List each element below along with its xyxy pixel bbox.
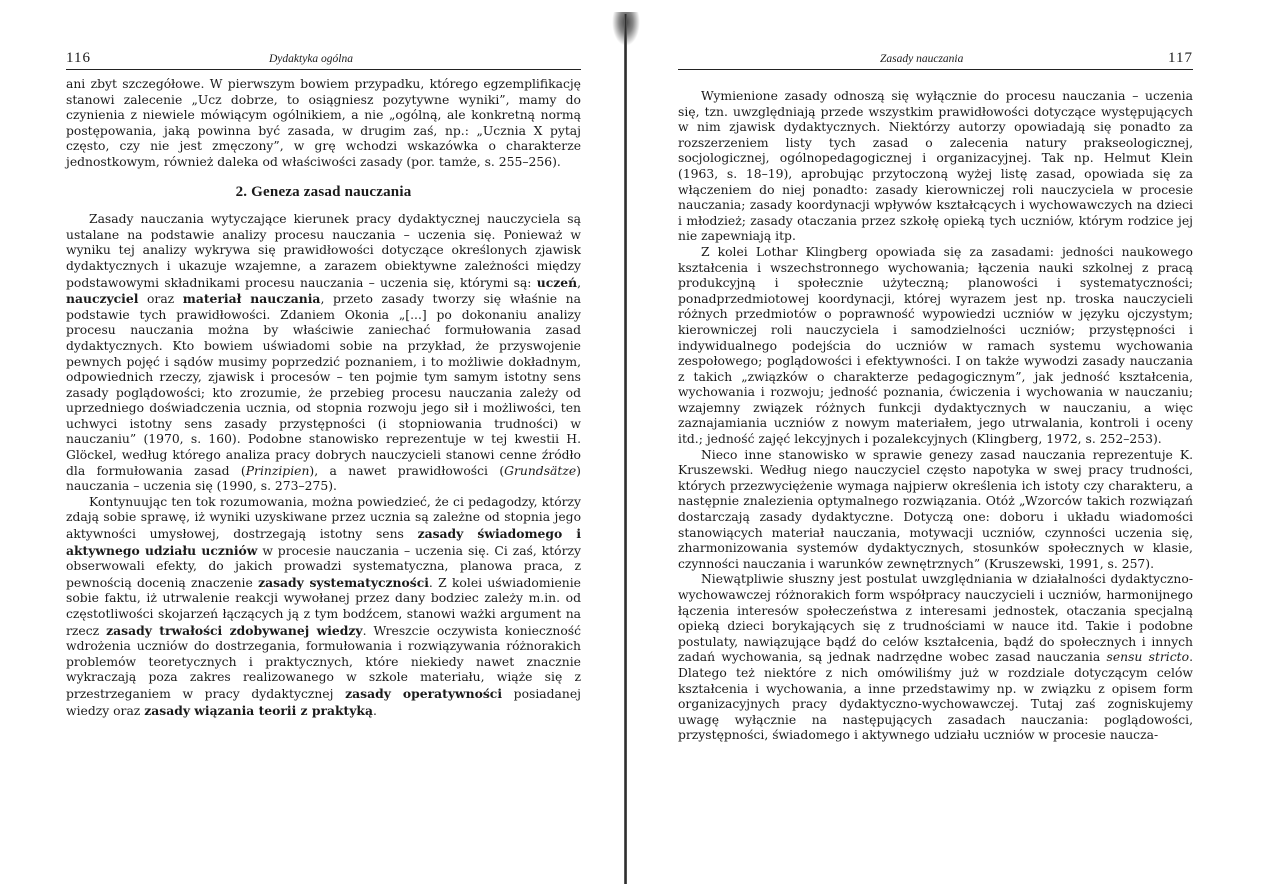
paragraph-kruszewski: Nieco inne stanowisko w sprawie genezy zasad nauczania reprezentuje K. Kruszewski. Według niego nauczyciel często napotyka w swej pracy trudności, których przezwyciężenie wymaga najpierw określenia ich istoty czy charakteru, a następnie znalezienia optymalnego rozwiązania. Otóż „Wzorców takich rozwiązań dostarczają zasady dydaktyczne. Dotyczą one: doboru i układu wiadomości stanowiących materiał nauczania, motywacji uczniów, czynności uczenia się, zharmonizowania systemów dydaktycznych, stosunków społecznych w klasie, czynności nauczania i warunków zewnętrznych” (Kruszewski, 1991, s. 257).: [678, 447, 1193, 571]
running-head-left: Dydaktyka ogólna: [269, 53, 353, 65]
paragraph-klingberg: Z kolei Lothar Klingberg opowiada się za zasadami: jedności naukowego kształcenia i wszechstronnego wychowania; łączenia nauki szkolnej z pracą produkcyjną i społecznie użyteczną; planowości i systematyczności; ponadprzedmiotowej koordynacji, której wyrazem jest np. troska nauczycieli różnych przedmiotów o poprawność wypowiedzi uczniów w języku ojczystym; kierowniczej roli nauczyciela i samodzielności uczniów; przystępności i indywidualnego podejścia do uczniów w ramach systemu wychowania zespołowego; poglądowości i efektywności. I on także wywodzi zasady nauczania z takich „związków o charakterze pedagogicznym”, jak jedność kształcenia, wychowania i rozwoju; jedność poznania, ćwiczenia i wychowania w nauczaniu; wzajemny związek różnych funkcji dydaktycznych w nauczaniu, a więc zaznajamiania uczniów z nowym materiałem, jego utrwalania, kontroli i oceny itd.; jedność zajęć lekcyjnych i pozalekcyjnych (Klingberg, 1972, s. 252–253).: [678, 244, 1193, 447]
intro-paragraph: ani zbyt szczegółowe. W pierwszym bowiem przypadku, którego egzemplifikację stanowi zalecenie „Ucz dobrze, to osiągniesz pozytywne wyniki”, mamy do czynienia z niewiele mówiącym ogólnikiem, a nie „ogólną, ale konkretną normą postępowania, jaką powinna być zasada, w drugim zaś, np.: „Ucznia X pytaj często, czy nie jest zmęczony”, w grę wchodzi wskazówka o charakterze jednostkowym, również daleka od właściwości zasady (por. tamże, s. 255–256).: [66, 77, 581, 169]
right-page: [633, 0, 1262, 894]
paragraph-klein: Wymienione zasady odnoszą się wyłącznie do procesu nauczania – uczenia się, tzn. uwzględniają przede wszystkim prawidłowości dotyczące występujących w nim zjawisk dydaktycznych. Niektórzy autorzy opowiadają się ponadto za rozszerzeniem listy tych zasad o zalecenia natury prakseologicznej, socjologicznej, ogólnopedagogicznej i organizacyjnej. Tak np. Helmut Klein (1963, s. 18–19), aprobując przytoczoną wyżej listę zasad, opowiada się za włączeniem do niej ponadto: zasady kierowniczej roli nauczyciela w procesie nauczania; zasady koordynacji wpływów kształcących i wychowawczych na dzieci i młodzież; zasady otaczania przez szkołę opieką tych uczniów, którym rodzice jej nie zapewniają itp.: [678, 89, 1193, 244]
page-number-left: 116: [66, 50, 91, 66]
paragraph-postulates: Niewątpliwie słuszny jest postulat uwzględniania w działalności dydaktyczno-wychowawczej różnorakich form współpracy nauczycieli i uczniów, harmonijnego łączenia interesów społeczeństwa z interesami jednostek, otaczania specjalną opieką dzieci borykających się z trudnościami w nauce itd. Takie i podobne postulaty, nawiązujące bądź do celów kształcenia, bądź do społecznych i innych zadań wychowania, są jednak nadrzędne wobec zasad nauczania sensu stricto. Dlatego też niektóre z nich omówiliśmy już w rozdziale dotyczącym celów kształcenia i wychowania, a inne przedstawimy np. w związku z opisem form organizacyjnych pracy dydaktyczno-wychowawczej. Tutaj zaś zogniskujemy uwagę wyłącznie na następujących zasadach nauczania: poglądowości, przystępności, świadomego i aktywnego udziału uczniów w procesie naucza-: [678, 572, 1193, 743]
paragraph-genesis-1: Zasady nauczania wytyczające kierunek pracy dydaktycznej nauczyciela są ustalane na podstawie analizy procesu nauczania – uczenia się. Ponieważ w wyniku tej analizy wykrywa się prawidłowości dotyczące określonych zjawisk dydaktycznych i ukazuje wzajemne, a zarazem obiektywne zależności między podstawowymi składnikami procesu nauczania – uczenia się, którymi są: uczeń, nauczyciel oraz materiał nauczania, przeto zasady tworzy się właśnie na podstawie tych prawidłowości. Zdaniem Okonia „[...] po dokonaniu analizy procesu nauczania można by właściwie zaniechać formułowania zasad dydaktycznych. Kto bowiem uświadomi sobie na przykład, że przyswojenie pewnych pojęć i sądów musimy poprzedzić poznaniem, i to możliwie dokładnym, odpowiednich rzeczy, zjawisk i procesów – ten pojmie tym samym istotny sens zasady poglądowości; kto zrozumie, że przebieg procesu nauczania zależy od uprzedniego doświadczenia ucznia, od stopnia rozwoju jego sił i możliwości, ten uchwyci istotny sens zasady przystępności (i stopniowania trudności) w nauczaniu” (1970, s. 160). Podobne stanowisko reprezentuje w tej kwestii H. Glöckel, według którego analiza pracy dobrych nauczycieli stanowi cenne źródło dla formułowania zasad (Prinzipien), a nawet prawidłowości (Grundsätze) nauczania – uczenia się (1990, s. 273–275).: [66, 212, 581, 494]
left-page-body: [66, 77, 581, 719]
header-rule-left: [66, 69, 581, 70]
header-rule-right: [678, 69, 1193, 70]
right-page-header: [678, 50, 1193, 70]
left-page: [0, 0, 625, 894]
page-number-right: 117: [1168, 50, 1193, 66]
section-heading: 2. Geneza zasad nauczania: [235, 183, 412, 200]
running-head-right: Zasady nauczania: [880, 53, 964, 65]
left-page-header: [66, 50, 581, 70]
paragraph-genesis-2: Kontynuując ten tok rozumowania, można powiedzieć, że ci pedagodzy, którzy zdają sobie sprawę, iż wyniki uzyskiwane przez ucznia są zależne od stopnia jego aktywności umysłowej, dostrzegają istotny sens zasady świadomego i aktywnego udziału uczniów w procesie nauczania – uczenia się. Ci zaś, którzy obserwowali efekty, do jakich prowadzi systematyczna, planowa praca, z pewnością docenią znaczenie zasady systematyczności. Z kolei uświadomienie sobie faktu, iż utrwalenie reakcji wywołanej przez dany bodziec zależy m.in. od częstotliwości skojarzeń łączących ją z tym bodźcem, stanowi ważki argument na rzecz zasady trwałości zdobywanej wiedzy. Wreszcie oczywista konieczność wdrożenia uczniów do dostrzegania, formułowania i rozwiązywania różnorakich problemów teoretycznych i praktycznych, które niekiedy nawet znacznie wykraczają poza zakres realizowanego w szkole materiału, wiąże się z przestrzeganiem w pracy dydaktycznej zasady operatywności posiadanej wiedzy oraz zasady wiązania teorii z praktyką.: [66, 494, 582, 718]
right-page-body: [678, 89, 1193, 744]
